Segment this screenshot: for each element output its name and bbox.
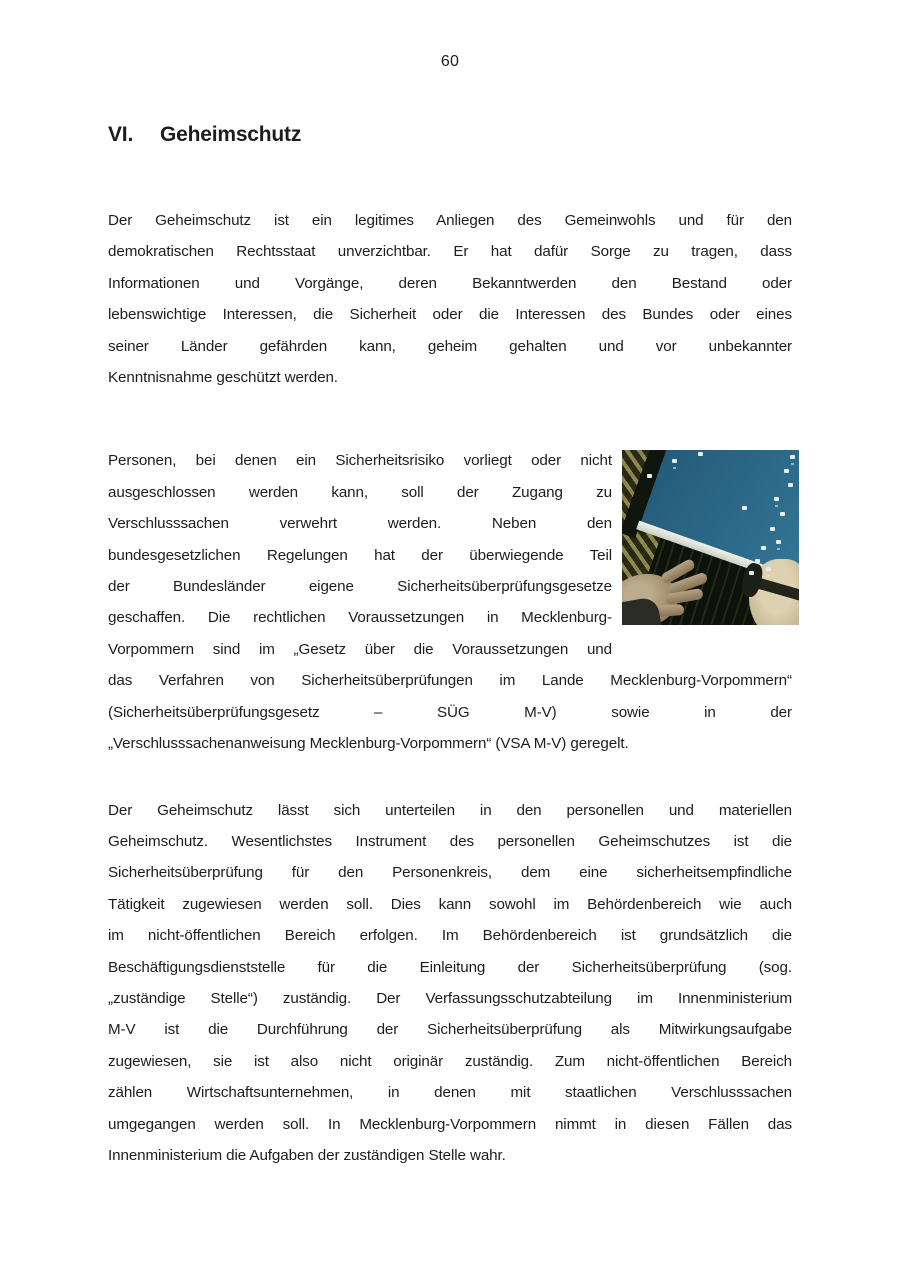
body-text — [108, 205, 792, 1171]
section-title: Geheimschutz — [160, 123, 302, 146]
text-line: geschaffen. Die rechtlichen Voraussetzungen in Mecklenburg- — [108, 609, 612, 627]
section-numeral: VI. — [108, 123, 134, 146]
text-line: der Bundesländer eigene Sicherheitsüberprüfungsgesetze — [108, 578, 612, 596]
text-line: Tätigkeit zugewiesen werden soll. Dies kann sowohl im Behördenbereich wie auch — [108, 895, 792, 913]
screen-icon — [755, 559, 760, 563]
text-line: im nicht-öffentlichen Bereich erfolgen. Im Behördenbereich ist grundsätzlich die — [108, 927, 792, 945]
text-line: bundesgesetzlichen Regelungen hat der überwiegende Teil — [108, 546, 612, 564]
text-line: Kenntnisnahme geschützt werden. — [108, 369, 338, 387]
text-line: Der Geheimschutz ist ein legitimes Anliegen des Gemeinwohls und für den — [108, 212, 792, 229]
screen-icon — [698, 452, 703, 456]
text-line: Innenministerium die Aufgaben der zuständigen Stelle wahr. — [108, 1146, 506, 1164]
text-line: lebenswichtige Interessen, die Sicherheit oder die Interessen des Bundes oder eines — [108, 306, 792, 324]
notebook-photo — [622, 450, 799, 625]
screen-icon — [784, 469, 789, 473]
screen-icon — [788, 483, 793, 487]
text-line: „zuständige Stelle“) zuständig. Der Verfassungsschutzabteilung im Innenministerium — [108, 989, 792, 1007]
text-line: Der Geheimschutz lässt sich unterteilen in den personellen und materiellen — [108, 801, 792, 819]
text-line: demokratischen Rechtsstaat unverzichtbar. Er hat dafür Sorge zu tragen, dass — [108, 243, 792, 261]
text-line: zugewiesen, sie ist also nicht originär zuständig. Zum nicht-öffentlichen Bereich — [108, 1052, 792, 1070]
screen-icon — [780, 512, 785, 516]
screen-icon — [742, 506, 747, 510]
text-line: das Verfahren von Sicherheitsüberprüfungen im Lande Mecklenburg-Vorpommern“ — [108, 672, 792, 690]
screen-icon — [774, 497, 779, 501]
text-line: (Sicherheitsüberprüfungsgesetz – SÜG M-V) sowie in der — [108, 703, 792, 721]
section-heading — [108, 122, 792, 147]
page-number: 60 — [440, 53, 460, 70]
screen-icon — [761, 546, 766, 550]
text-line: seiner Länder gefährden kann, geheim gehalten und vor unbekannter — [108, 337, 792, 355]
text-line: „Verschlusssachenanweisung Mecklenburg-Vorpommern“ (VSA M-V) geregelt. — [108, 735, 629, 753]
text-line: Sicherheitsüberprüfung für den Personenkreis, dem eine sicherheitsempfindliche — [108, 864, 792, 882]
screen-icon — [790, 455, 795, 459]
paragraph — [108, 205, 792, 393]
text-line: Beschäftigungsdienststelle für die Einleitung der Sicherheitsüberprüfung (sog. — [108, 958, 792, 976]
text-line: zählen Wirtschaftsunternehmen, in denen mit staatlichen Verschlusssachen — [108, 1084, 792, 1102]
screen-icon — [647, 474, 652, 478]
person-with-glasses — [749, 559, 799, 625]
text-line: Personen, bei denen ein Sicherheitsrisiko vorliegt oder nicht — [108, 452, 612, 470]
text-line: Geheimschutz. Wesentlichstes Instrument des personellen Geheimschutzes ist die — [108, 832, 792, 850]
text-line: M-V ist die Durchführung der Sicherheitsüberprüfung als Mitwirkungsaufgabe — [108, 1021, 792, 1039]
screen-icon — [770, 527, 775, 531]
screen-icon — [749, 571, 754, 575]
paragraph — [108, 795, 792, 1172]
text-line: ausgeschlossen werden kann, soll der Zugang zu — [108, 483, 612, 501]
text-line: umgegangen werden soll. In Mecklenburg-Vorpommern nimmt in diesen Fällen das — [108, 1115, 792, 1133]
text-line: Informationen und Vorgänge, deren Bekanntwerden den Bestand oder — [108, 274, 792, 292]
paragraph — [108, 445, 792, 759]
screen-icon — [766, 567, 771, 571]
text-line: Vorpommern sind im „Gesetz über die Voraussetzungen und — [108, 640, 612, 658]
screen-icon — [672, 459, 677, 463]
text-line: Verschlusssachen verwehrt werden. Neben den — [108, 515, 612, 533]
screen-icon — [776, 540, 781, 544]
